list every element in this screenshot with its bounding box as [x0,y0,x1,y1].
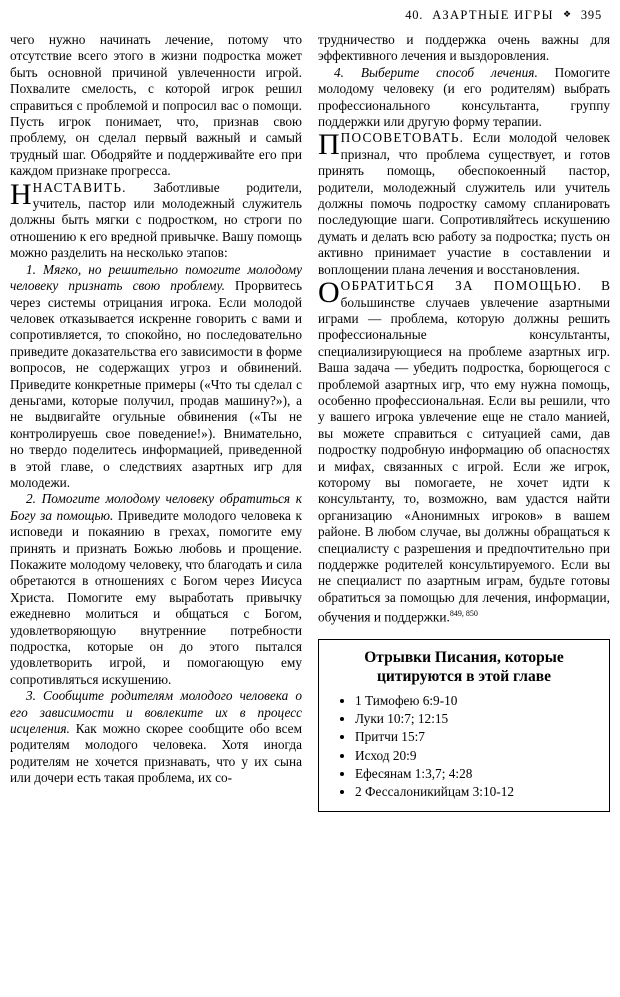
list-item: • Исход 20:9 [355,747,599,765]
paragraph-step-1 [10,262,302,492]
list-item: • Ефесянам 1:3,7; 4:28 [355,765,599,783]
paragraph-heading-inline: ПОСОВЕТОВАТЬ. [340,130,465,146]
footnote-marker: 849, 850 [449,609,478,619]
drop-cap: П [318,128,340,162]
paragraph-body: Прорвитесь через системы отрицания игрока. Если молодой человек отказывается искренне говорить с вами и сопротивляется, то спокойно, но последовательно приведите доказательства его зависимости в форме вопросов, не содержащих угроз и обвинений. Приведите конкретные примеры («Что ты сделал с деньгами, которые получил, продав машину?»), а не выдвигайте огульные обвинения («Ты не контролируешь свое поведение!»). Внимательно, но твердо поделитесь информацией, приведенной в этой главе, о следствиях азартных игр для молодежи. [10,278,303,490]
paragraph-body: Помогите молодому человеку (и его родителям) выбрать профессионального консультанта, группу поддержки или другую форму терапии. [318,64,610,130]
scripture-references-box [318,639,610,812]
step-lead-in: 2. Помогите молодому человеку обратиться к Богу за помощью. [10,491,302,523]
list-item: • 1 Тимофею 6:9-10 [355,692,599,710]
paragraph-heading-inline: ОБРАТИТЬСЯ ЗА ПОМОЩЬЮ. [340,278,583,294]
paragraph-body: Как можно скорее сообщите обо всем родителям молодого человека. Хотя иногда родителям не хочется признавать, что у их сына или дочери есть такая проблема, их со- [10,721,302,786]
scripture-list [329,692,599,801]
step-lead-in: 1. Мягко, но решительно помогите молодому человеку признать свою проблему. [10,261,302,294]
diamond-ornament-icon: ❖ [562,9,572,19]
paragraph-step-2 [10,491,302,688]
step-lead-in: 3. Сообщите родителям молодого человека о его зависимости и вовлеките их в процесс исцеления. [10,688,302,737]
paragraph-heading-inline: НАСТАВИТЬ. [32,179,127,195]
header-page-number: 395 [580,8,602,22]
paragraph-continued: чего нужно начинать лечение, потому что отсутствие всего этого в жизни подростка может быть основной причиной увлеченности игрой. Похвалите смелость, с которой игрок решил справиться с проблемой и попросил вас о помощи. Пусть игрок понимает, что, признав свою проблему, он сделал первый важный и самый трудный шаг. Ободряйте и поддерживайте его при каждом признаке прогресса. [10,32,302,179]
page-header [405,8,602,23]
paragraph-body: Если молодой человек признал, что проблема существует, и готов принять помощь, обеспокоенный пастор, родители, молодежный служитель или учитель должны помочь подростку самому спланировать последующие шаги. Сопротивляйтесь искушению думать и делать всю работу за подростка; пусть он активно принимает участие в составлении и воплощении плана лечения и восстановления. [318,130,610,277]
paragraph-step-3 [10,688,302,786]
paragraph-obratitsya-za-pomoshchyu [318,278,610,626]
paragraph-nastavit [10,177,302,262]
header-chapter-number: 40. [405,8,424,22]
paragraph-body: Заботливые родители, учитель, пастор или молодежный служитель должны быть мягки с подростком, но строги по отношению к его вредной привычке. Вашу помощь можно разделить на несколько этапов: [10,179,302,261]
scripture-box-title: Отрывки Писания, которые цитируются в этой главе [364,649,564,686]
paragraph-body: Приведите молодого человека к исповеди и покаянию в грехах, помогите ему принять и признать Божью любовь и прощение. Покажите молодому человеку, что благодать и сила обретаются в отношениях с Богом через Иисуса Христа. Помогите ему выработать привычку ежедневно молиться и общаться с Богом, удовлетворяющую внутренние потребности подростка, которые он до этого пытался удовлетворить игрой, и помогающую ему сопротивляться искушению. [10,507,302,687]
step-lead-in: 4. Выберите способ лечения. [334,64,538,80]
paragraph-continued: трудничество и поддержка очень важны для эффективного лечения и выздоровления. [318,32,610,64]
header-chapter-title: АЗАРТНЫЕ ИГРЫ [432,8,554,22]
drop-cap: Н [10,177,32,211]
list-item: • Луки 10:7; 12:15 [355,710,599,728]
list-item: • Притчи 15:7 [355,728,599,746]
right-column [318,32,610,992]
drop-cap: О [318,276,340,310]
list-item: • 2 Фессалоникийцам 3:10-12 [355,783,599,801]
paragraph-body: В большинстве случаев увлечение азартными играми — проблема, которую должны решить профессиональные консультанты, специализирующиеся на проблеме азартных игр. Ваша задача — убедить подростка, борющегося с проблемой азартных игр, что ему нужна помощь, особенно профессиональная. Если вы решили, что у вашего игрока увлечение еще не стало манией, вы можете справиться с ситуацией сами, дав подростку подробную информацию об опасностях и мифах, связанных с игрой. Если же игрок, которому вы помогаете, не хочет идти к консультанту, то, возможно, вам удастся найти организацию «Анонимных игроков» в вашем районе. В любом случае, вы должны обращаться к специалисту с разрешения и предпочтительно при поддержке родителей консультируемого. Если вы не специалист по азартным играм, будьте готовы обратиться за помощью для лечения, информации, обучения и поддержки. [318,278,610,625]
paragraph-posovetovat [318,130,610,278]
paragraph-step-4 [318,65,610,131]
page-columns [10,32,610,992]
left-column [10,32,302,992]
